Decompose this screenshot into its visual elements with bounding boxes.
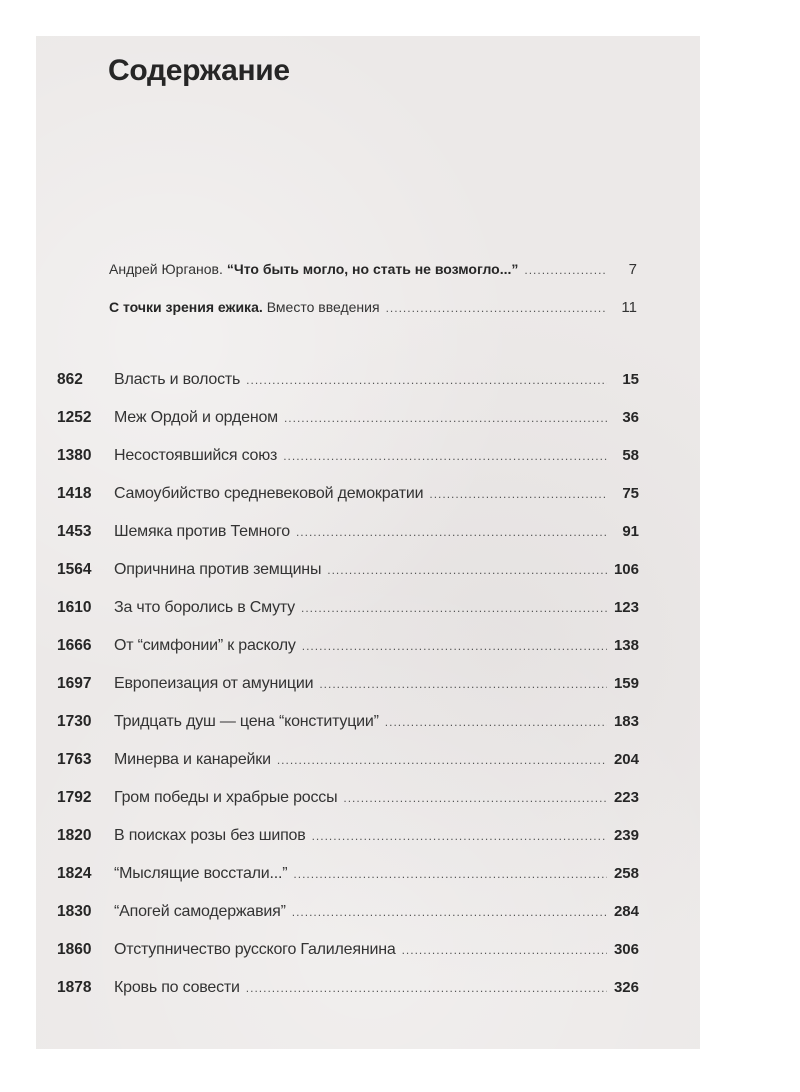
leader-dots bbox=[283, 449, 607, 463]
toc-chapter-entry[interactable] bbox=[57, 865, 639, 887]
toc-chapter-entry[interactable] bbox=[57, 789, 639, 811]
leader-dots bbox=[312, 829, 607, 843]
page-number: 58 bbox=[622, 447, 639, 464]
book-page bbox=[36, 36, 700, 1049]
chapter-year: 1830 bbox=[57, 903, 92, 920]
page-number: 204 bbox=[613, 751, 639, 768]
page-number: 106 bbox=[613, 561, 639, 578]
page-number: 306 bbox=[613, 941, 639, 958]
toc-chapter-entry[interactable] bbox=[57, 675, 639, 697]
chapter-year: 1418 bbox=[57, 485, 92, 502]
leader-dots bbox=[284, 411, 607, 425]
chapter-year: 1860 bbox=[57, 941, 92, 958]
leader-dots bbox=[296, 525, 607, 539]
chapter-title: За что боролись в Смуту bbox=[114, 599, 295, 616]
toc-chapter-entry[interactable] bbox=[57, 979, 639, 1001]
page-number: 223 bbox=[613, 789, 639, 806]
leader-dots bbox=[301, 601, 607, 615]
chapter-title: Власть и волость bbox=[114, 371, 241, 388]
toc-chapter-entry[interactable] bbox=[57, 561, 639, 583]
intro-title: С точки зрения ежика. bbox=[109, 299, 263, 315]
chapter-title: Меж Ордой и орденом bbox=[114, 409, 278, 426]
chapter-year: 1666 bbox=[57, 637, 92, 654]
page-number: 326 bbox=[613, 979, 639, 996]
toc-chapter-entry[interactable] bbox=[57, 409, 639, 431]
chapter-title: Несостоявшийся союз bbox=[114, 447, 278, 464]
toc-chapter-entry[interactable] bbox=[57, 713, 639, 735]
intro-subtitle: Вместо введения bbox=[266, 299, 380, 315]
chapter-title: Самоубийство средневековой демократии bbox=[114, 485, 424, 502]
page-number: 284 bbox=[613, 903, 639, 920]
toc-intro-entry[interactable] bbox=[109, 261, 637, 278]
intro-author: Андрей Юрганов. bbox=[109, 261, 223, 277]
chapter-year: 1730 bbox=[57, 713, 92, 730]
page-number: 123 bbox=[613, 599, 639, 616]
chapter-year: 1252 bbox=[57, 409, 92, 426]
toc-chapter-entry[interactable] bbox=[57, 827, 639, 849]
leader-dots bbox=[246, 981, 607, 995]
toc-chapter-entry[interactable] bbox=[57, 371, 639, 393]
chapter-year: 1878 bbox=[57, 979, 92, 996]
toc-chapter-entry[interactable] bbox=[57, 485, 639, 507]
chapter-year: 1697 bbox=[57, 675, 92, 692]
chapter-title: Кровь по совести bbox=[114, 979, 240, 996]
chapter-year: 1824 bbox=[57, 865, 92, 882]
leader-dots bbox=[246, 373, 607, 387]
chapter-year: 1763 bbox=[57, 751, 92, 768]
chapter-title: В поисках розы без шипов bbox=[114, 827, 306, 844]
chapter-title: Шемяка против Темного bbox=[114, 523, 290, 540]
page-number: 15 bbox=[622, 371, 639, 388]
intro-title: “Что быть могло, но стать не возмогло...” bbox=[226, 261, 519, 277]
leader-dots bbox=[343, 791, 607, 805]
toc-chapter-entry[interactable] bbox=[57, 447, 639, 469]
chapter-title: От “симфонии” к расколу bbox=[114, 637, 296, 654]
toc-chapter-entry[interactable] bbox=[57, 599, 639, 621]
chapter-year: 1564 bbox=[57, 561, 92, 578]
chapter-title: Гром победы и храбрые россы bbox=[114, 789, 338, 806]
leader-dots bbox=[302, 639, 607, 653]
page-number: 11 bbox=[621, 299, 637, 316]
page-number: 138 bbox=[613, 637, 639, 654]
toc-intro-entry[interactable] bbox=[109, 299, 637, 316]
page-title: Содержание bbox=[108, 54, 290, 87]
page-number: 183 bbox=[613, 713, 639, 730]
leader-dots bbox=[293, 867, 607, 881]
page-number: 7 bbox=[628, 261, 637, 278]
leader-dots bbox=[385, 715, 607, 729]
toc-chapter-entry[interactable] bbox=[57, 941, 639, 963]
page-number: 159 bbox=[613, 675, 639, 692]
chapter-title: “Мыслящие восстали...” bbox=[114, 865, 288, 882]
chapter-year: 1610 bbox=[57, 599, 92, 616]
leader-dots bbox=[292, 905, 607, 919]
chapter-year: 1820 bbox=[57, 827, 92, 844]
leader-dots bbox=[319, 677, 607, 691]
chapter-title: Минерва и канарейки bbox=[114, 751, 271, 768]
leader-dots bbox=[386, 301, 607, 315]
leader-dots bbox=[524, 263, 607, 277]
toc-chapter-entry[interactable] bbox=[57, 903, 639, 925]
leader-dots bbox=[277, 753, 607, 767]
page-number: 258 bbox=[613, 865, 639, 882]
page-number: 36 bbox=[622, 409, 639, 426]
toc-chapter-entry[interactable] bbox=[57, 751, 639, 773]
chapter-title: Тридцать душ — цена “конституции” bbox=[114, 713, 379, 730]
leader-dots bbox=[402, 943, 607, 957]
chapter-title: “Апогей самодержавия” bbox=[114, 903, 286, 920]
page-number: 239 bbox=[613, 827, 639, 844]
leader-dots bbox=[429, 487, 607, 501]
chapter-year: 1792 bbox=[57, 789, 92, 806]
toc-chapter-entry[interactable] bbox=[57, 523, 639, 545]
page-number: 91 bbox=[622, 523, 639, 540]
chapter-year: 1380 bbox=[57, 447, 92, 464]
chapter-year: 1453 bbox=[57, 523, 92, 540]
page-number: 75 bbox=[622, 485, 639, 502]
chapter-title: Европеизация от амуниции bbox=[114, 675, 314, 692]
chapter-title: Опричнина против земщины bbox=[114, 561, 322, 578]
toc-chapter-entry[interactable] bbox=[57, 637, 639, 659]
leader-dots bbox=[327, 563, 607, 577]
chapter-title: Отступничество русского Галилеянина bbox=[114, 941, 396, 958]
chapter-year: 862 bbox=[57, 371, 83, 388]
